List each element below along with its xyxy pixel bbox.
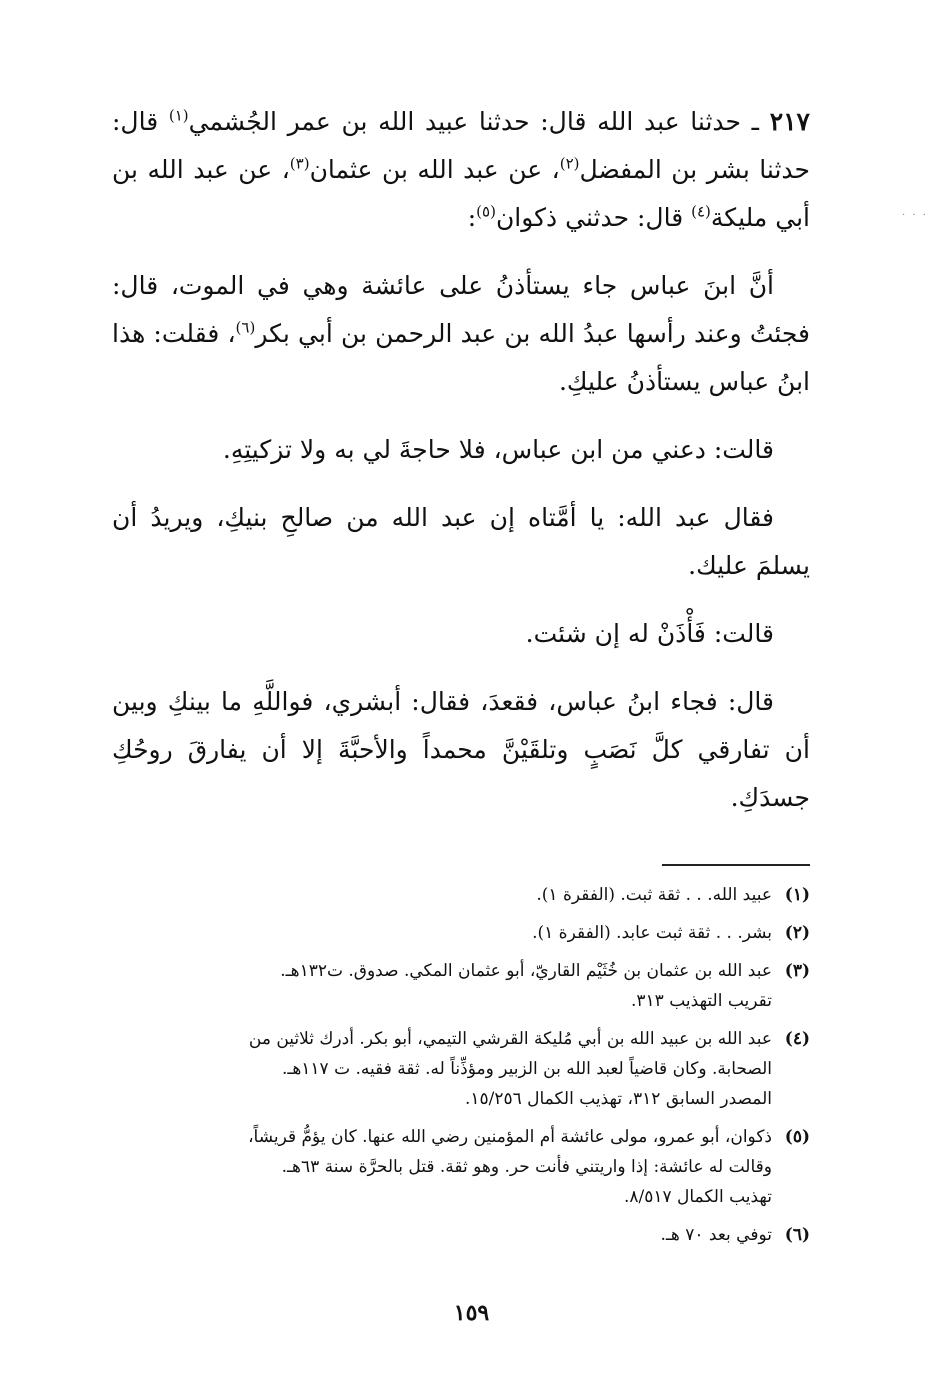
footnote-text (112, 956, 772, 1016)
hadith-paragraph (112, 610, 810, 658)
footnote-ref[interactable]: (١) (168, 106, 189, 125)
footnote (112, 918, 810, 948)
book-page (112, 98, 810, 1258)
hadith-paragraph (112, 678, 810, 822)
footnote-line: المصدر السابق ٣١٢، تهذيب الكمال ١٥/٢٥٦. (464, 1089, 772, 1109)
isnad-text: : (467, 203, 477, 232)
isnad-text: ، عن عبد الله بن أبي مليكة (112, 155, 810, 232)
footnote-number: (٢) (784, 923, 810, 943)
isnad-text: قال: حدثنا بشر بن المفضل (112, 107, 810, 184)
footnote-number: (٣) (784, 961, 810, 981)
footnote-ref[interactable]: (٦) (235, 318, 256, 337)
footnote-line: بشر. . . ثقة ثبت عابد. (الفقرة ١). (532, 923, 772, 943)
hadith-paragraph (112, 262, 810, 406)
footnote-ref[interactable]: (٤) (691, 202, 711, 221)
margin-mark: · · · (902, 210, 928, 221)
isnad-text: ـ حدثنا عبد الله قال: حدثنا عبيد الله بن عمر الجُشمي (188, 107, 770, 136)
paragraph-text: قالت: دعني من ابن عباس، فلا حاجةَ لي به ولا تزكيتِهِ. (222, 435, 774, 464)
footnote-number: (٦) (784, 1225, 810, 1245)
hadith-isnad (112, 98, 810, 242)
footnote-number: (٥) (784, 1127, 810, 1147)
footnote-ref[interactable]: (٢) (559, 154, 580, 173)
hadith-body (112, 98, 810, 822)
hadith-number: ٢١٧ (769, 107, 810, 136)
footnote-number: (٤) (784, 1029, 810, 1049)
paragraph-text: فقال عبد الله: يا أمَّتاه إن عبد الله من صالحِ بنيكِ، ويريدُ أن يسلمَ عليك. (112, 503, 810, 580)
footnote-line: الصحابة. وكان قاضياً لعبد الله بن الزبير ومؤذِّناً له. ثقة فقيه. ت ١١٧هـ. (281, 1059, 772, 1079)
footnote-line: عبيد الله. . . ثقة ثبت. (الفقرة ١). (536, 885, 772, 905)
footnote-line: توفي بعد ٧٠ هـ. (660, 1225, 772, 1245)
footnote (112, 880, 810, 910)
footnote-line: تقريب التهذيب ٣١٣. (631, 991, 772, 1011)
isnad-text: ، عن عبد الله بن عثمان (309, 155, 560, 184)
footnote (112, 1122, 810, 1212)
footnote-separator (662, 864, 810, 866)
footnote (112, 956, 810, 1016)
paragraph-text: أنَّ ابنَ عباس جاء يستأذنُ على عائشة وهي في الموت، قال: فجئتُ وعند رأسها عبدُ الله بن عبد الرحمن بن أبي بكر (112, 271, 810, 348)
footnotes (112, 880, 810, 1250)
footnote-number: (١) (784, 885, 810, 905)
footnote-line: تهذيب الكمال ٨/٥١٧. (623, 1187, 772, 1207)
footnote-text (112, 1024, 772, 1114)
footnote-ref[interactable]: (٥) (476, 202, 496, 221)
isnad-text: قال: حدثني ذكوان (495, 203, 692, 232)
paragraph-text: ، فقلت: هذا ابنُ عباس يستأذنُ عليكِ. (112, 319, 810, 396)
footnote-text (112, 880, 772, 910)
hadith-paragraph (112, 426, 810, 474)
page-number: ١٥٩ (453, 1300, 490, 1326)
footnote-line: عبد الله بن عثمان بن خُثَيْم القاريّ، أبو عثمان المكي. صدوق. ت١٣٢هـ. (280, 961, 772, 981)
hadith-paragraph (112, 494, 810, 590)
footnote-line: عبد الله بن عبيد الله بن أبي مُليكة القرشي التيمي، أبو بكر. أدرك ثلاثين من (248, 1029, 772, 1049)
paragraph-text: قالت: فَأْذَنْ له إن شئت. (525, 619, 774, 648)
footnote (112, 1024, 810, 1114)
footnote-text (112, 918, 772, 948)
footnote-ref[interactable]: (٣) (289, 154, 310, 173)
footnote-line: وقالت له عائشة: إذا واريتني فأنت حر. وهو ثقة. قتل بالحرَّة سنة ٦٣هـ. (281, 1157, 772, 1177)
footnote-text (112, 1122, 772, 1212)
paragraph-text: قال: فجاء ابنُ عباس، فقعدَ، فقال: أبشري، فواللَّهِ ما بينكِ وبين أن تفارقي كلَّ نَصَبٍ وتلقَيْنَّ محمداً والأحبَّةَ إلا أن يفارقَ روحُكِ جسدَكِ. (112, 687, 810, 812)
footnote-text (112, 1220, 772, 1250)
footnote (112, 1220, 810, 1250)
footnote-line: ذكوان، أبو عمرو، مولى عائشة أم المؤمنين رضي الله عنها. كان يؤمُّ قريشاً، (248, 1127, 772, 1147)
